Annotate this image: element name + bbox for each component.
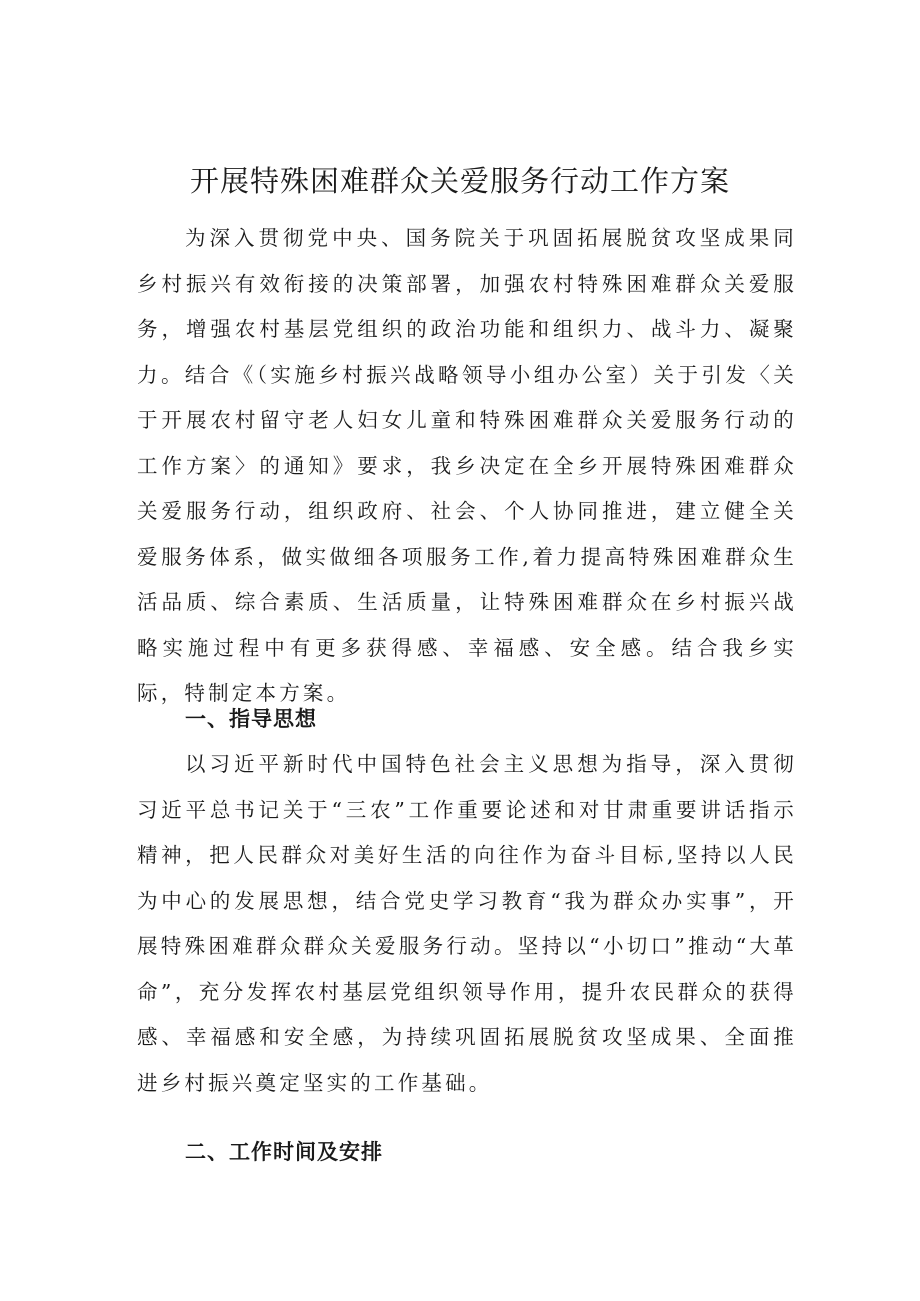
guiding-ideology-paragraph: 以习近平新时代中国特色社会主义思想为指导，深入贯彻习近平总书记关于“三农”工作重要论述和对甘肃重要讲话指示精神，把人民群众对美好生活的向往作为奋斗目标,坚持以人民为中心的发展思想，结合党史学习教育“我为群众办实事”，开展特殊困难群众群众关爱服务行动。坚持以“小切口”推动“大革命”，充分发挥农村基层党组织领导作用，提升农民群众的获得感、幸福感和安全感，为持续巩固拓展脱贫攻坚成果、全面推进乡村振兴奠定坚实的工作基础。 (137, 752, 797, 1095)
section-heading-guiding-ideology: 一、指导思想 (185, 707, 317, 731)
section-heading-schedule: 二、工作时间及安排 (185, 1140, 383, 1164)
document-title: 开展特殊困难群众关爱服务行动工作方案 (189, 164, 730, 199)
intro-paragraph: 为深入贯彻党中央、国务院关于巩固拓展脱贫攻坚成果同乡村振兴有效衔接的决策部署，加强农村特殊困难群众关爱服务，增强农村基层党组织的政治功能和组织力、战斗力、凝聚力。结合《（实施乡村振兴战略领导小组办公室）关于引发〈关于开展农村留守老人妇女儿童和特殊困难群众关爱服务行动的工作方案〉的通知》要求，我乡决定在全乡开展特殊困难群众关爱服务行动，组织政府、社会、个人协同推进，建立健全关爱服务体系，做实做细各项服务工作,着力提高特殊困难群众生活品质、综合素质、生活质量，让特殊困难群众在乡村振兴战略实施过程中有更多获得感、幸福感、安全感。结合我乡实际，特制定本方案。 (137, 226, 797, 705)
